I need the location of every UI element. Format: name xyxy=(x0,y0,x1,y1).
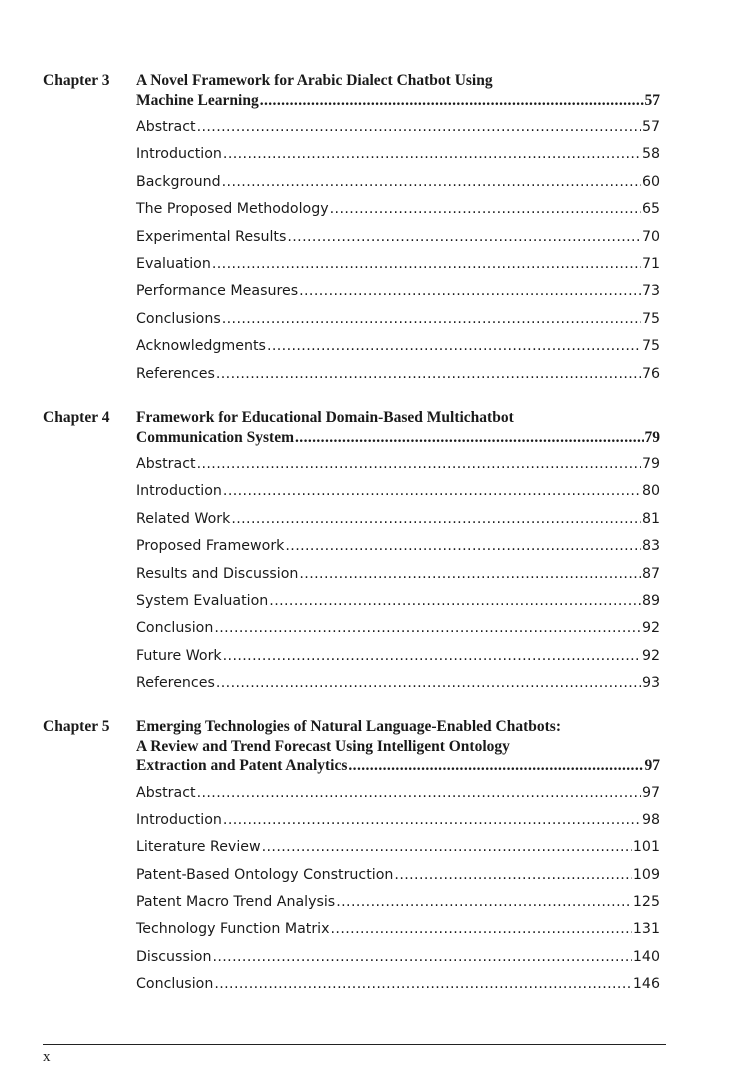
dot-leader xyxy=(223,481,641,501)
entry-page-number: 58 xyxy=(641,146,660,163)
chapter-title-line: A Review and Trend Forecast Using Intelligent Ontology xyxy=(136,737,510,755)
toc-entry xyxy=(136,536,660,556)
entry-title: Abstract xyxy=(136,119,196,135)
toc-entry xyxy=(136,564,660,584)
dot-leader xyxy=(260,91,644,111)
dot-leader xyxy=(394,865,632,885)
dot-leader xyxy=(330,199,641,219)
entry-page-number: 71 xyxy=(641,255,660,272)
toc-entry xyxy=(136,865,660,885)
entry-title: Literature Review xyxy=(136,839,261,856)
entry-title: Introduction xyxy=(136,146,222,163)
chapter-page-number: 57 xyxy=(644,91,660,109)
entry-title: Evaluation xyxy=(136,255,211,272)
toc-entry xyxy=(136,974,660,994)
entry-title: Future Work xyxy=(136,647,222,664)
entry-title: Results and Discussion xyxy=(136,565,299,582)
entry-page-number: 87 xyxy=(641,565,660,582)
chapter-title xyxy=(136,408,660,447)
dot-leader xyxy=(336,892,632,912)
toc-entry xyxy=(136,172,660,192)
toc-entry xyxy=(136,947,660,967)
chapter-title-last-line xyxy=(136,91,660,111)
entry-title: Conclusions xyxy=(136,310,221,327)
entry-title: System Evaluation xyxy=(136,592,269,609)
entry-title: Discussion xyxy=(136,948,212,965)
dot-leader xyxy=(197,783,641,803)
toc-entry xyxy=(136,336,660,356)
entry-title: Related Work xyxy=(136,510,231,527)
toc-entry xyxy=(136,591,660,611)
dot-leader xyxy=(331,919,632,939)
dot-leader xyxy=(287,227,641,247)
entry-title: Abstract xyxy=(136,456,196,472)
entry-page-number: 83 xyxy=(641,538,660,555)
entry-page-number: 81 xyxy=(641,510,660,527)
toc-entry xyxy=(136,199,660,219)
chapter-page-number: 97 xyxy=(644,757,660,774)
dot-leader xyxy=(223,810,641,830)
toc-entry xyxy=(136,117,660,137)
entry-page-number: 73 xyxy=(641,283,660,300)
toc-entry xyxy=(136,673,660,693)
toc-entry xyxy=(136,646,660,666)
chapter-title-text: Extraction and Patent Analytics xyxy=(136,757,348,774)
dot-leader xyxy=(212,947,631,967)
entry-title: Patent Macro Trend Analysis xyxy=(136,894,336,911)
toc-entry xyxy=(136,618,660,638)
toc-chapter-4 xyxy=(43,408,660,693)
toc-chapter-5 xyxy=(43,717,660,994)
entry-page-number: 75 xyxy=(641,338,660,355)
chapter-title-text: Communication System xyxy=(136,428,295,446)
toc-entry xyxy=(136,144,660,164)
dot-leader xyxy=(223,646,641,666)
toc-entry xyxy=(136,783,660,803)
chapter-title-line: A Novel Framework for Arabic Dialect Chatbot Using xyxy=(136,72,493,89)
entry-title: Introduction xyxy=(136,811,222,828)
entry-title: References xyxy=(136,675,215,692)
dot-leader xyxy=(223,144,641,164)
dot-leader xyxy=(267,336,641,356)
chapter-title xyxy=(136,71,660,110)
entry-title: Abstract xyxy=(136,784,196,801)
entry-title: The Proposed Methodology xyxy=(136,201,329,218)
chapter-title-line: Emerging Technologies of Natural Language-Enabled Chatbots: xyxy=(136,718,562,735)
toc-entry xyxy=(136,919,660,939)
toc-entry xyxy=(136,309,660,329)
chapter-label: Chapter 3 xyxy=(43,72,110,89)
toc-entry xyxy=(136,254,660,274)
toc-chapter-3 xyxy=(43,71,660,384)
toc-entry xyxy=(136,892,660,912)
entry-page-number: 92 xyxy=(641,647,660,664)
toc-entry xyxy=(136,481,660,501)
entry-title: Proposed Framework xyxy=(136,538,285,555)
dot-leader xyxy=(299,564,641,584)
dot-leader xyxy=(212,254,641,274)
dot-leader xyxy=(222,309,641,329)
toc-entry xyxy=(136,810,660,830)
toc-entry xyxy=(136,509,660,529)
entry-page-number: 131 xyxy=(632,921,660,938)
toc-entry xyxy=(136,364,660,384)
entry-page-number: 57 xyxy=(641,119,660,135)
entry-page-number: 92 xyxy=(641,620,660,637)
entry-page-number: 93 xyxy=(641,675,660,692)
toc-entry xyxy=(136,227,660,247)
entry-page-number: 80 xyxy=(641,483,660,500)
chapter-label: Chapter 4 xyxy=(43,409,110,426)
entry-title: Acknowledgments xyxy=(136,338,266,355)
chapter-label: Chapter 5 xyxy=(43,718,110,735)
toc-entry xyxy=(136,837,660,857)
dot-leader xyxy=(214,618,641,638)
entry-page-number: 140 xyxy=(632,948,660,965)
entry-page-number: 76 xyxy=(641,365,660,382)
entry-page-number: 101 xyxy=(632,839,660,856)
entry-title: Patent-Based Ontology Construction xyxy=(136,866,394,883)
dot-leader xyxy=(295,428,643,448)
dot-leader xyxy=(222,172,641,192)
dot-leader xyxy=(216,673,641,693)
dot-leader xyxy=(197,117,641,137)
dot-leader xyxy=(197,454,641,474)
entry-page-number: 109 xyxy=(632,866,660,883)
entry-page-number: 60 xyxy=(641,173,660,190)
entry-page-number: 146 xyxy=(632,976,660,993)
entry-page-number: 65 xyxy=(641,201,660,218)
chapter-title-text: Machine Learning xyxy=(136,91,259,109)
entry-title: Experimental Results xyxy=(136,228,287,245)
entry-title: Conclusion xyxy=(136,620,214,637)
toc-entry xyxy=(136,281,660,301)
dot-leader xyxy=(231,509,641,529)
dot-leader xyxy=(216,364,641,384)
dot-leader xyxy=(285,536,641,556)
footer-rule xyxy=(43,1044,666,1045)
entry-page-number: 89 xyxy=(641,592,660,609)
entry-title: Conclusion xyxy=(136,976,214,993)
chapter-title-last-line xyxy=(136,756,660,776)
entry-title: References xyxy=(136,365,215,382)
entry-page-number: 97 xyxy=(641,784,660,801)
entry-page-number: 98 xyxy=(641,811,660,828)
dot-leader xyxy=(214,974,632,994)
entry-title: Technology Function Matrix xyxy=(136,921,330,938)
entry-page-number: 79 xyxy=(641,456,660,472)
dot-leader xyxy=(299,281,641,301)
entry-page-number: 70 xyxy=(641,228,660,245)
dot-leader xyxy=(262,837,632,857)
dot-leader xyxy=(269,591,641,611)
entry-title: Performance Measures xyxy=(136,283,299,300)
entry-title: Background xyxy=(136,173,221,190)
chapter-title xyxy=(136,717,660,776)
chapter-title-line: Framework for Educational Domain-Based Multichatbot xyxy=(136,409,514,426)
entry-page-number: 125 xyxy=(632,894,660,911)
entry-page-number: 75 xyxy=(641,310,660,327)
entry-title: Introduction xyxy=(136,483,222,500)
chapter-page-number: 79 xyxy=(644,428,660,446)
page-folio: x xyxy=(43,1049,51,1065)
dot-leader xyxy=(348,756,643,776)
chapter-title-last-line xyxy=(136,428,660,448)
toc-entry xyxy=(136,454,660,474)
